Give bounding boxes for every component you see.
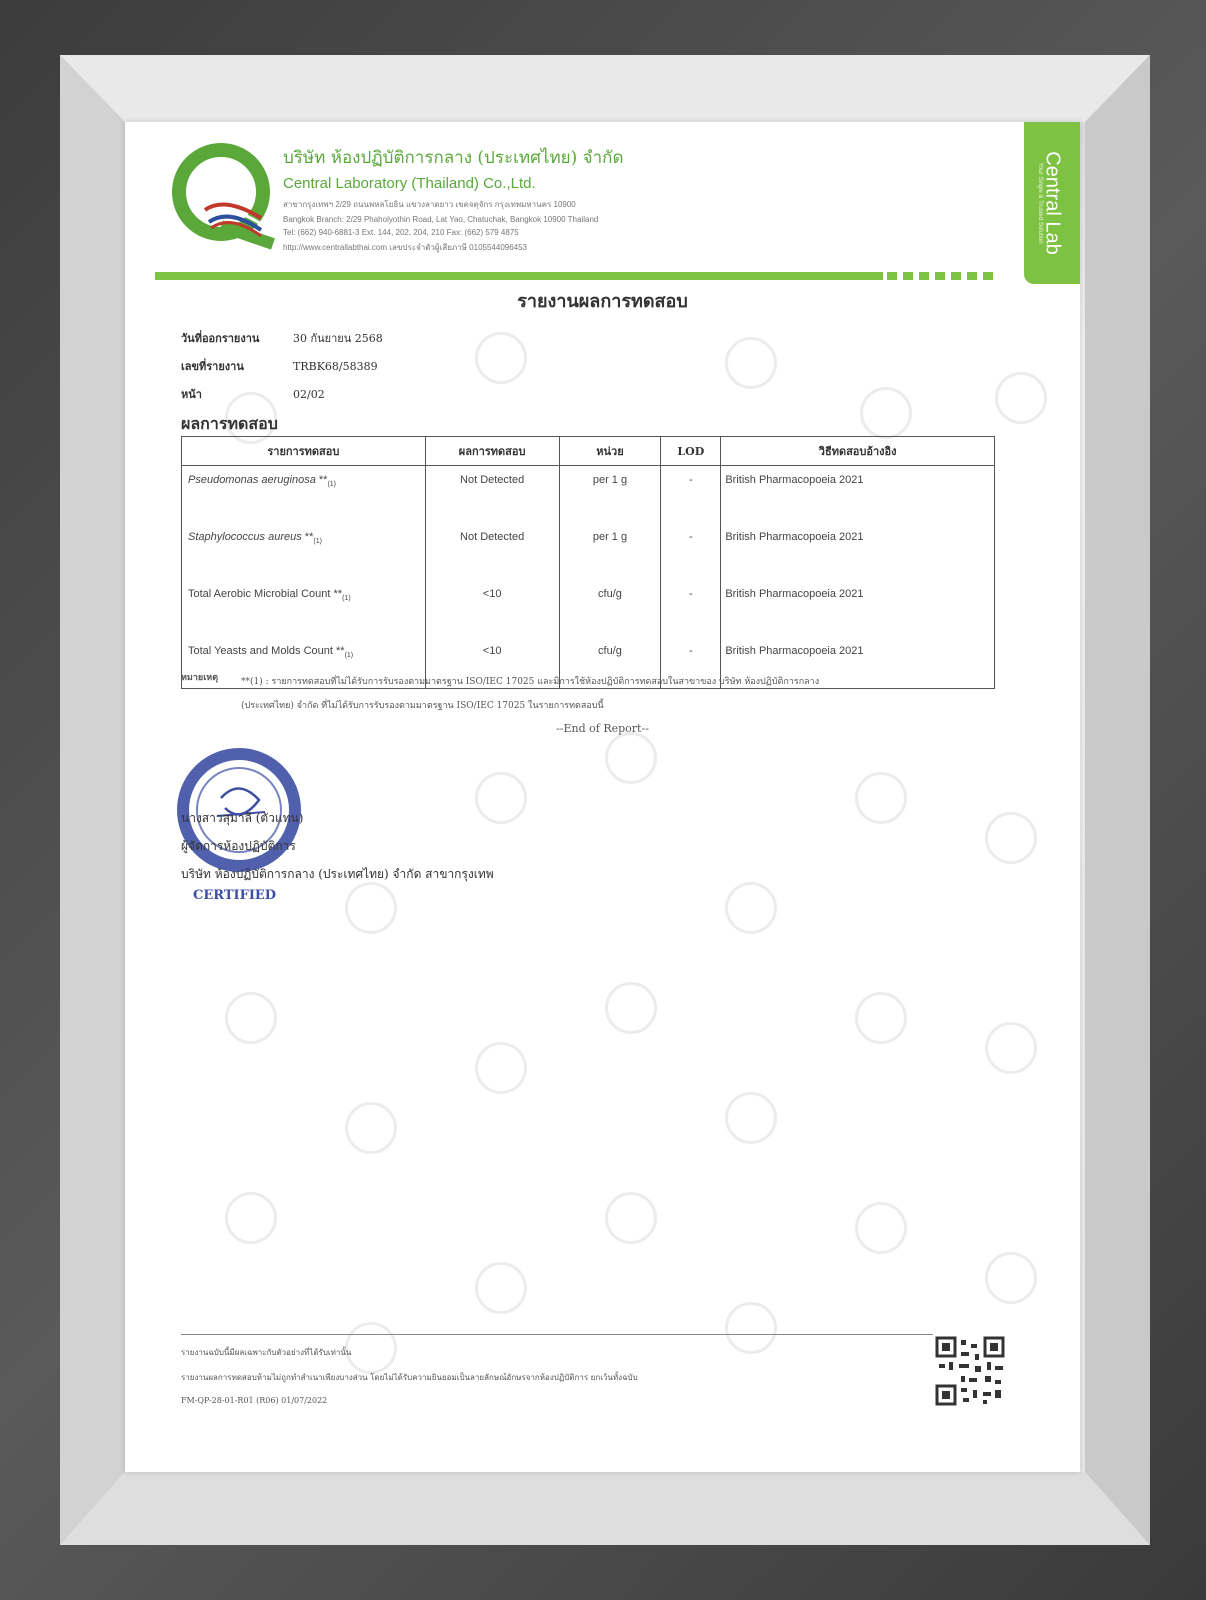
central-lab-tab [1024,122,1080,284]
test-name: Pseudomonas aeruginosa [188,474,316,486]
test-name-cell [182,580,426,637]
header-divider [155,272,883,280]
qr-code [935,1336,1005,1406]
signatory-name: นางสาวสุมาลี (ตัวแทน) [181,810,304,825]
test-method: British Pharmacopoeia 2021 [721,580,995,637]
test-lod: - [661,637,721,689]
column-header: รายการทดสอบ [182,437,426,466]
central-lab-tab-title: Central Lab [1041,151,1064,255]
test-result: Not Detected [425,466,559,524]
company-logo [165,138,277,250]
test-note-ref: (1) [313,538,322,546]
company-header [283,144,923,258]
meta-row-date [181,324,383,352]
meta-label: หน้า [181,388,202,401]
table-header-row [182,437,995,466]
meta-row-page [181,380,383,408]
certified-label: CERTIFIED [193,888,277,903]
remark-label: หมายเหตุ [181,673,219,683]
meta-value: TRBK68/58389 [293,359,378,373]
results-table [181,436,995,689]
company-address-th: สาขากรุงเทพฯ 2/29 ถนนพหลโยธิน แขวงลาดยาว เขตจตุจักร กรุงเทพมหานคร 10900 [283,200,576,209]
column-header: ผลการทดสอบ [425,437,559,466]
test-name-suffix: ** [330,588,343,600]
footer [181,1346,931,1417]
footer-line-3: FM-QP-28-01-R01 (R06) 01/07/2022 [181,1396,328,1405]
test-result: <10 [425,580,559,637]
test-note-ref: (1) [342,595,351,603]
meta-label: เลขที่รายงาน [181,360,244,373]
test-name-suffix: ** [301,531,314,543]
column-header: หน่วย [559,437,661,466]
company-name-th: บริษัท ห้องปฏิบัติการกลาง (ประเทศไทย) จำกัด [283,148,624,168]
test-method: British Pharmacopoeia 2021 [721,637,995,689]
meta-row-report-no [181,352,383,380]
test-unit: per 1 g [559,466,661,524]
header-divider-dashes [887,272,993,280]
table-row [182,523,995,580]
footer-divider [181,1334,933,1335]
test-method: British Pharmacopoeia 2021 [721,466,995,524]
end-of-report: --End of Report-- [556,722,649,735]
test-name-cell [182,523,426,580]
signatory-company: บริษัท ห้องปฏิบัติการกลาง (ประเทศไทย) จำกัด สาขากรุงเทพ [181,866,494,881]
test-result: Not Detected [425,523,559,580]
remark-line-2: (ประเทศไทย) จำกัด ที่ไม่ได้รับการรับรองตามมาตรฐาน ISO/IEC 17025 ในรายการทดสอบนี้ [241,701,604,711]
meta-value: 30 กันยายน 2568 [293,332,383,345]
results-section-title: ผลการทดสอบ [181,414,278,433]
company-web: http://www.centrallabthai.com เลขประจำตัวผู้เสียภาษี 0105544096453 [283,243,528,252]
test-note-ref: (1) [344,652,354,660]
remark-line-1: **(1) : รายการทดสอบที่ไม่ได้รับการรับรองตามมาตรฐาน ISO/IEC 17025 และมิการใช้ห้องปฏิบัติการทดสอบในสาขาของ บริษัท ห้องปฏิบัติการกลาง [241,677,820,687]
test-unit: cfu/g [559,580,661,637]
company-phone: Tel: (662) 940-6881-3 Ext. 144, 202, 204, 210 Fax: (662) 579 4875 [283,228,519,237]
column-header: LOD [661,437,721,466]
remark [181,670,1001,718]
meta-value: 02/02 [293,387,325,401]
table-row [182,466,995,524]
test-method: British Pharmacopoeia 2021 [721,523,995,580]
report-meta [181,324,383,408]
test-lod: - [661,580,721,637]
signatory [181,804,494,903]
test-name: Total Aerobic Microbial Count [188,588,331,600]
test-lod: - [661,523,721,580]
certificate-page [125,122,1080,1472]
test-unit: per 1 g [559,523,661,580]
footer-line-1: รายงานฉบับนี้มีผลเฉพาะกับตัวอย่างที่ได้รับเท่านั้น [181,1348,352,1357]
test-lod: - [661,466,721,524]
test-note-ref: (1) [327,481,336,489]
signatory-position: ผู้จัดการห้องปฏิบัติการ [181,838,296,853]
test-name-suffix: ** [315,474,328,486]
test-name-cell [182,466,426,524]
test-name: Staphylococcus aureus [188,531,302,543]
company-name-en: Central Laboratory (Thailand) Co.,Ltd. [283,175,536,192]
central-lab-tab-subtitle: Your Single & Trusted Solution [1037,162,1043,244]
test-result: <10 [425,637,559,689]
table-row [182,580,995,637]
meta-label: วันที่ออกรายงาน [181,332,260,345]
company-address-en: Bangkok Branch: 2/29 Phaholyothin Road, Lat Yao, Chatuchak, Bangkok 10900 Thailand [283,215,599,224]
test-unit: cfu/g [559,637,661,689]
report-title: รายงานผลการทดสอบ [517,291,688,312]
test-name-suffix: ** [332,645,345,657]
column-header: วิธีทดสอบอ้างอิง [721,437,995,466]
footer-line-2: รายงานผลการทดสอบห้ามไม่ถูกทำสำเนาเพียงบางส่วน โดยไม่ได้รับความยินยอมเป็นลายลักษณ์อักษรจากห้องปฏิบัติการ ยกเว้นทั้งฉบับ [181,1373,638,1382]
test-name: Total Yeasts and Molds Count [188,645,333,657]
